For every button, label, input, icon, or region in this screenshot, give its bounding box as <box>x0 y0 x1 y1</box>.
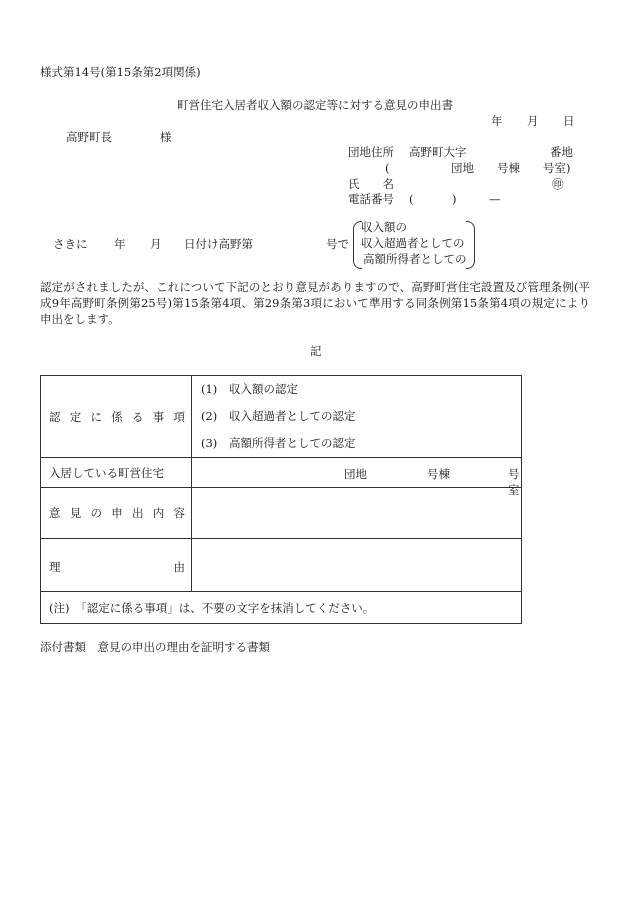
notice-option-3: 高額所得者としての <box>363 252 467 266</box>
phone-label: 電話番号 <box>348 192 394 206</box>
phone-paren-open: ( <box>409 192 414 206</box>
date-year: 年 <box>491 114 503 128</box>
matters-label: 認定に係る事項 <box>41 376 192 458</box>
notice-year: 年 <box>114 237 126 251</box>
housing-gotou: 号棟 <box>427 467 450 481</box>
address-danchi: 団地 <box>451 161 474 175</box>
opinion-input-cell[interactable] <box>192 488 522 539</box>
notice-go-de: 号で <box>326 237 349 251</box>
ki-heading: 記 <box>310 344 322 358</box>
housing-goshitsu: 号室 <box>508 467 520 497</box>
table-row-note <box>41 592 522 624</box>
right-brace <box>466 221 475 269</box>
reason-label-a: 理 <box>49 560 61 574</box>
notice-option-2: 収入超過者としての <box>361 236 465 250</box>
notice-date-part: 日付け高野第 <box>184 237 253 251</box>
address-banchi: 番地 <box>550 145 573 159</box>
address-paren-open: ( <box>385 161 390 175</box>
notice-sakini: さきに <box>53 237 88 251</box>
date-day: 日 <box>563 114 575 128</box>
housing-label: 入居している町営住宅 <box>41 458 192 488</box>
matter-item-3: (3) 高額所得者としての認定 <box>201 436 356 450</box>
matters-cell <box>192 376 522 458</box>
date-month: 月 <box>527 114 539 128</box>
attachment-note: 添付書類 意見の申出の理由を証明する書類 <box>40 640 270 654</box>
note-cell: (注) 「認定に係る事項」は、不要の文字を抹消してください。 <box>41 592 522 624</box>
reason-input-cell[interactable] <box>192 539 522 592</box>
form-number: 様式第14号(第15条第2項関係) <box>40 65 201 79</box>
addressee: 高野町長 <box>66 130 112 144</box>
form-table <box>40 375 522 624</box>
addressee-suffix: 様 <box>160 130 172 144</box>
matter-item-1: (1) 収入額の認定 <box>201 382 298 396</box>
notice-month: 月 <box>150 237 162 251</box>
table-row-matters <box>41 376 522 458</box>
opinion-label: 意見の申出内容 <box>41 488 192 539</box>
reason-label-b: 由 <box>173 560 185 574</box>
housing-danchi: 団地 <box>344 467 367 481</box>
address-label: 団地住所 <box>348 145 394 159</box>
notice-option-1: 収入額の <box>361 220 407 234</box>
phone-dash: — <box>489 192 501 206</box>
table-row-reason <box>41 539 522 592</box>
name-label: 氏 名 <box>348 177 394 191</box>
page-title: 町営住宅入居者収入額の認定等に対する意見の申出書 <box>177 98 453 112</box>
address-goshitsu: 号室) <box>543 161 571 175</box>
housing-cell <box>192 458 522 497</box>
body-paragraph: 認定がされましたが、これについて下記のとおり意見がありますので、高野町営住宅設置及び管理条例(平成9年高野町条例第25号)第15条第4項、第29条第3項において準用する同条例第15条第4項の規定により申出をします。 <box>40 280 590 326</box>
table-row-housing <box>41 458 522 488</box>
phone-paren-close: ) <box>452 192 457 206</box>
address-gotou: 号棟 <box>497 161 520 175</box>
seal-mark: ㊞ <box>552 177 564 191</box>
matter-item-2: (2) 収入超過者としての認定 <box>201 409 356 423</box>
reason-label <box>41 539 192 592</box>
table-row-opinion <box>41 488 522 539</box>
address-value: 高野町大字 <box>409 145 467 159</box>
